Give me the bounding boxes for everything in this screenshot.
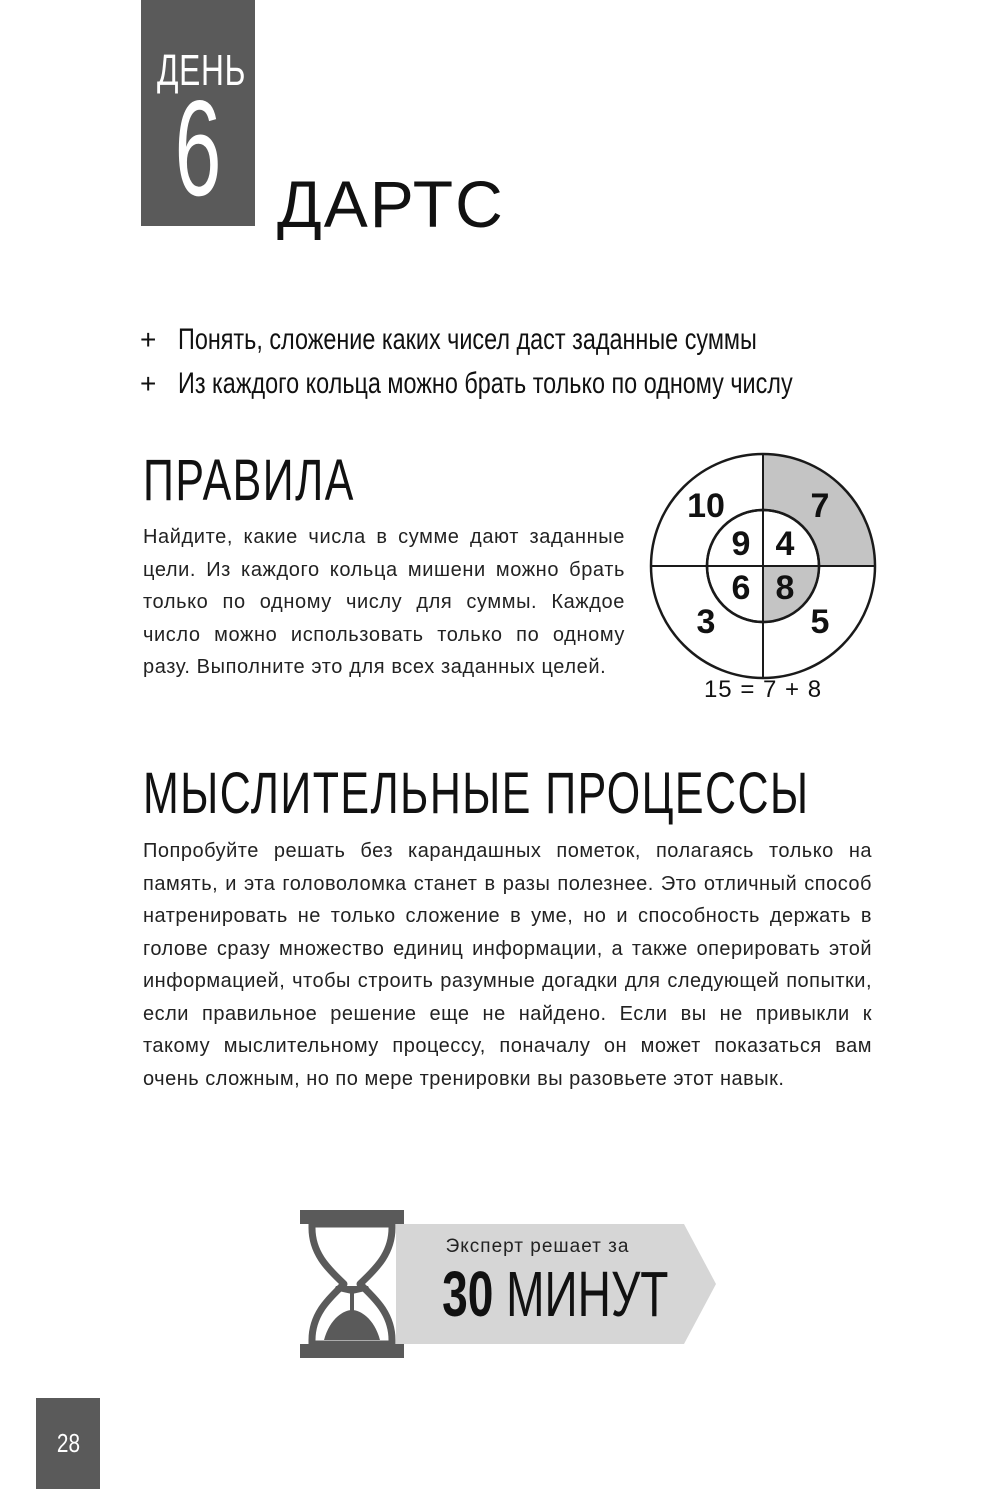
inner-number-9: 9 (731, 525, 751, 563)
goals-list (138, 318, 898, 406)
plus-icon: + (140, 324, 157, 355)
day-number: 6 (174, 72, 222, 224)
dartboard-svg (648, 451, 878, 681)
outer-number-3: 3 (696, 603, 716, 641)
inner-number-4: 4 (775, 525, 795, 563)
process-text: Попробуйте решать без карандашных пометок, полагаясь только на память, и эта головоломка станет в разы полезнее. Это отличный способ натренировать не только сложение в уме, но и способность держать в голове сразу множество единиц информации, а также оперировать этой информацией, чтобы строить разумные догадки для следующей попытки, если правильное решение еще не найдено. Если вы не привыкли к такому мыслительному процессу, поначалу он может показаться вам очень сложным, но по мере тренировки вы разовьете этот навык. (143, 840, 872, 1090)
timer-label: Эксперт решает за (445, 1236, 630, 1257)
outer-number-7: 7 (810, 487, 830, 525)
dartboard-diagram (648, 451, 878, 681)
goal-text: Понять, сложение каких чисел даст заданные суммы (178, 323, 757, 356)
timer-value (442, 1258, 669, 1330)
hourglass-icon (300, 1210, 404, 1358)
page-number: 28 (56, 1428, 80, 1458)
plus-icon: + (140, 368, 157, 399)
process-heading: МЫСЛИТЕЛЬНЫЕ ПРОЦЕССЫ (143, 761, 810, 826)
inner-number-8: 8 (775, 569, 795, 607)
page-number-badge (36, 1398, 100, 1489)
day-label: ДЕНЬ (156, 46, 247, 95)
goal-item (138, 318, 898, 362)
day-badge (141, 0, 255, 226)
timer-unit: МИНУТ (506, 1258, 669, 1330)
page-title: ДАРТС (277, 167, 505, 241)
rules-heading: ПРАВИЛА (143, 448, 355, 513)
outer-number-10: 10 (687, 487, 725, 525)
rules-text: Найдите, какие числа в сумме дают заданные цели. Из каждого кольца мишени можно брать только по одному числу для суммы. Каждое число можно использовать только по одному разу. Выполните это для всех заданных целей. (143, 526, 625, 679)
example-equation: 15 = 7 + 8 (703, 676, 823, 703)
outer-number-5: 5 (810, 603, 830, 641)
inner-number-6: 6 (731, 569, 751, 607)
timer-number: 30 (442, 1258, 494, 1330)
goal-text: Из каждого кольца можно брать только по одному числу (178, 367, 793, 400)
goal-item (138, 362, 898, 406)
